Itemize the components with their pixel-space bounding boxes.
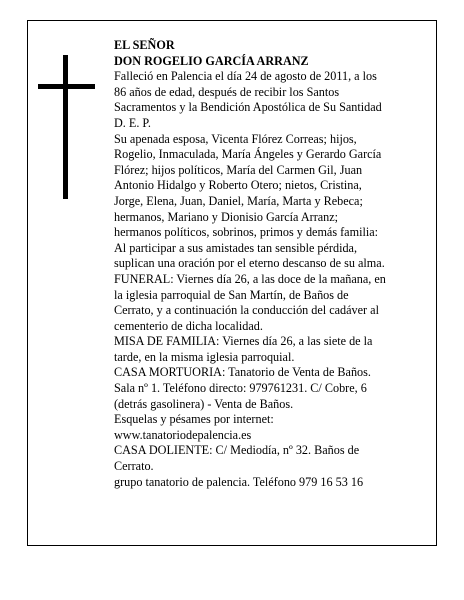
header-line-1: EL SEÑOR [114, 38, 175, 52]
text-line: Sacramentos y la Bendición Apostólica de Su Santidad [114, 100, 382, 115]
text-line: Falleció en Palencia el día 24 de agosto de 2011, a los [114, 69, 377, 84]
text-line: D. E. P. [114, 115, 151, 130]
text-line: Al participar a sus amistades tan sensible pérdida, [114, 240, 358, 255]
text-line: hermanos, Mariano y Dionisio García Arranz; [114, 209, 339, 224]
text-line: CASA MORTUORIA: Tanatorio de Venta de Baños. [114, 365, 371, 380]
text-line: Cerrato, y a continuación la conducción del cadáver al [114, 303, 379, 318]
text-line: tarde, en la misma iglesia parroquial. [114, 349, 295, 364]
text-line: MISA DE FAMILIA: Viernes día 26, a las siete de la [114, 334, 373, 349]
text-line: Flórez; hijos políticos, María del Carmen Gil, Juan [114, 162, 363, 177]
text-line: grupo tanatorio de palencia. Teléfono 979 16 53 16 [114, 474, 364, 489]
text-line: 86 años de edad, después de recibir los Santos [114, 84, 340, 99]
cross-icon-horizontal-bar [38, 84, 95, 89]
text-line: suplican una oración por el eterno descanso de su alma. [114, 256, 385, 271]
text-line: Rogelio, Inmaculada, María Ángeles y Gerardo García [114, 147, 382, 162]
deceased-name: DON ROGELIO GARCÍA ARRANZ [114, 53, 309, 68]
text-line: Su apenada esposa, Vicenta Flórez Correas; hijos, [114, 131, 357, 146]
text-line: (detrás gasolinera) - Venta de Baños. [114, 396, 294, 411]
cross-icon-vertical-bar [63, 55, 68, 199]
obituary-text [114, 38, 426, 490]
text-line: Jorge, Elena, Juan, Daniel, María, Marta y Rebeca; [114, 193, 363, 208]
text-line: Esquelas y pésames por internet: [114, 412, 274, 427]
text-line: Antonio Hidalgo y Roberto Otero; nietos, Cristina, [114, 178, 362, 193]
text-line: Cerrato. [114, 459, 154, 474]
text-line: www.tanatoriodepalencia.es [114, 427, 252, 442]
text-line: cementerio de dicha localidad. [114, 318, 263, 333]
text-line: FUNERAL: Viernes día 26, a las doce de la mañana, en [114, 271, 386, 286]
text-line: la iglesia parroquial de San Martín, de Baños de [114, 287, 349, 302]
text-line: CASA DOLIENTE: C/ Mediodía, nº 32. Baños de [114, 443, 360, 458]
text-line: Sala nº 1. Teléfono directo: 979761231. C/ Cobre, 6 [114, 381, 367, 396]
text-line: hermanos políticos, sobrinos, primos y demás familia: [114, 225, 379, 240]
